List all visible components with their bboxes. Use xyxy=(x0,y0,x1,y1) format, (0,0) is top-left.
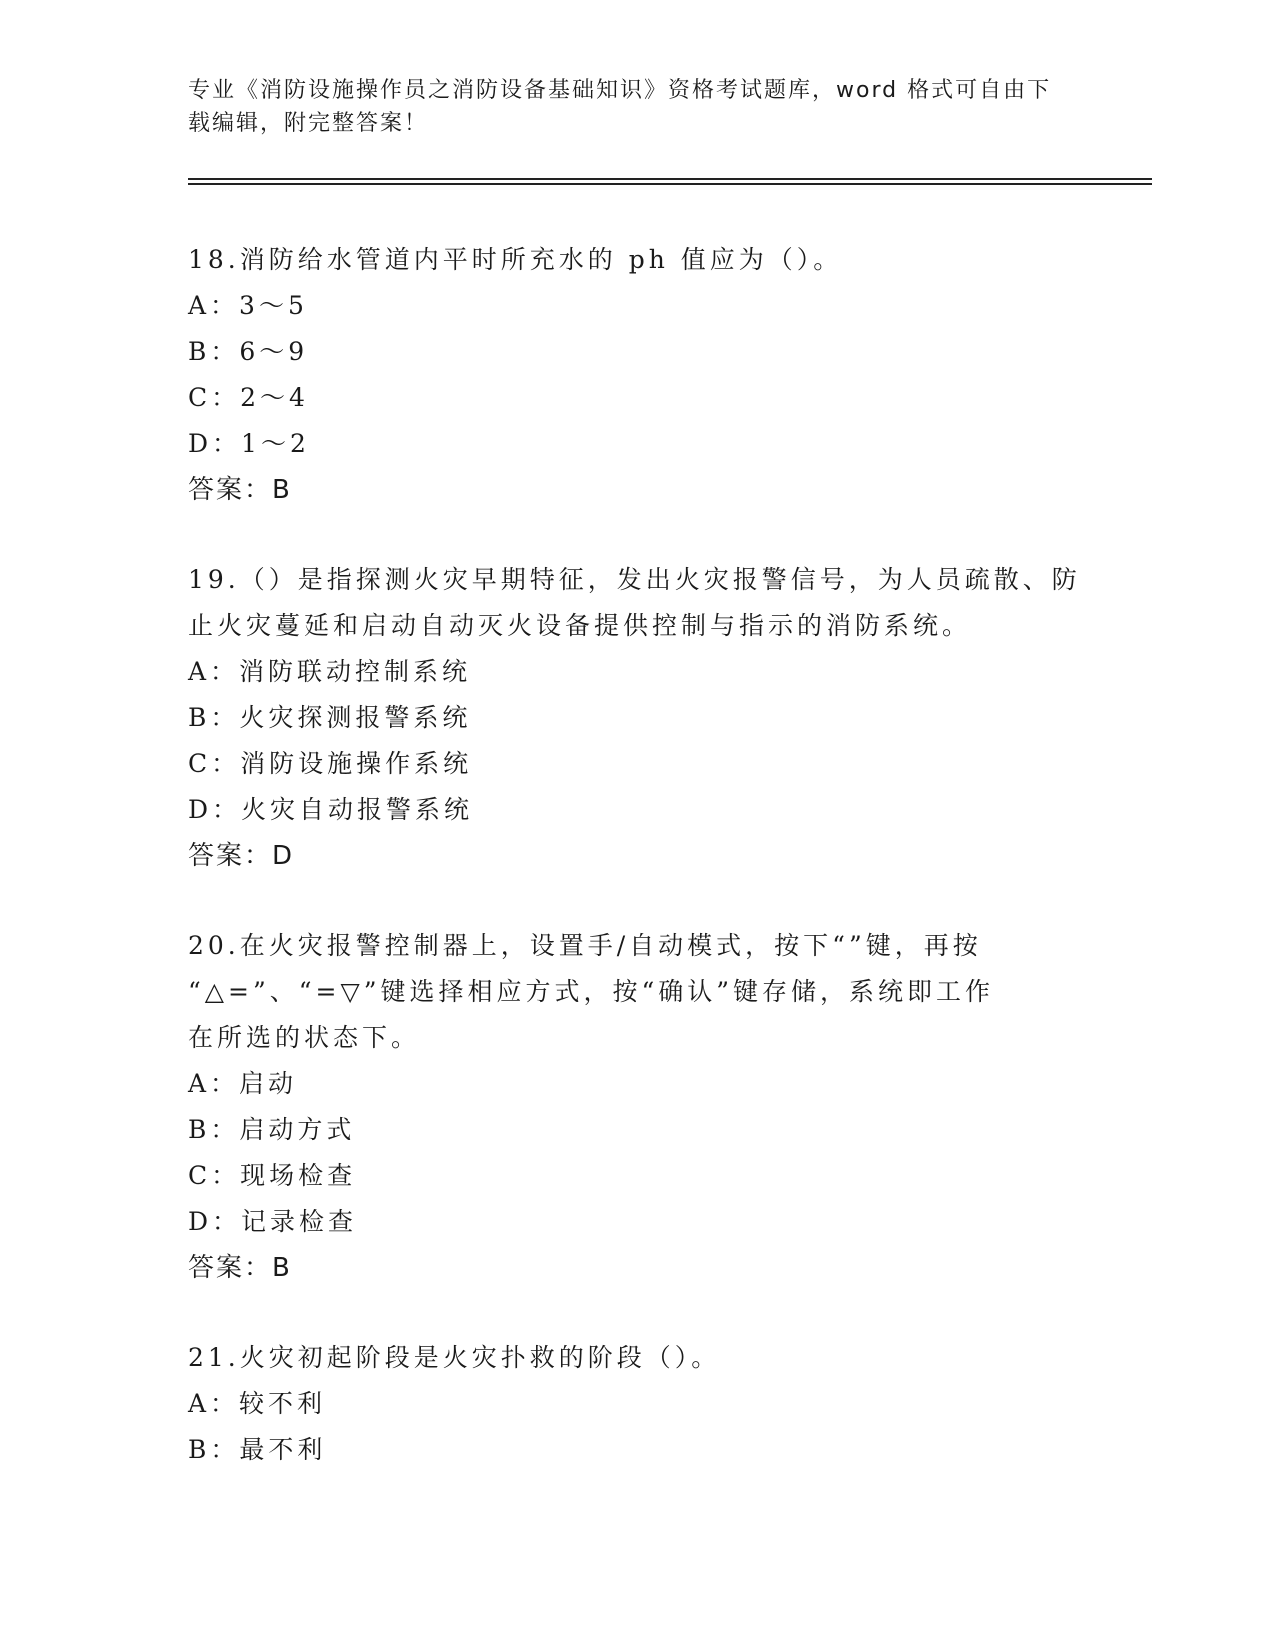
answer: 答案：B xyxy=(188,1253,292,1283)
header-line-1: 专业《消防设施操作员之消防设备基础知识》资格考试题库，word 格式可自由下 xyxy=(188,78,1052,103)
question-stem: 21.火灾初起阶段是火灾扑救的阶段（）。 xyxy=(188,1343,721,1372)
option-d: D：火灾自动报警系统 xyxy=(188,795,474,824)
header-divider-bottom xyxy=(188,183,1152,185)
header-line-2: 载编辑，附完整答案！ xyxy=(188,111,429,136)
option-b: B：6～9 xyxy=(188,337,309,366)
question-stem-line-1: 20.在火灾报警控制器上，设置手/自动模式，按下“”键，再按 xyxy=(188,931,982,960)
option-c: C：2～4 xyxy=(188,383,309,412)
question-stem-line-1: 19.（）是指探测火灾早期特征，发出火灾报警信号，为人员疏散、防 xyxy=(188,565,1081,594)
question-stem-line-2: “△=”、“=▽”键选择相应方式，按“确认”键存储，系统即工作 xyxy=(188,977,995,1006)
option-b: B：最不利 xyxy=(188,1435,327,1464)
option-b: B：火灾探测报警系统 xyxy=(188,703,472,732)
answer: 答案：B xyxy=(188,475,292,505)
option-c: C：消防设施操作系统 xyxy=(188,749,473,778)
document-header xyxy=(188,74,1088,140)
option-a: A：3～5 xyxy=(188,291,308,320)
header-divider-top xyxy=(188,178,1152,180)
option-d: D：1～2 xyxy=(188,429,310,458)
question-stem-line-2: 止火灾蔓延和启动自动灭火设备提供控制与指示的消防系统。 xyxy=(188,611,972,640)
question-21 xyxy=(188,1335,1088,1473)
option-d: D：记录检查 xyxy=(188,1207,358,1236)
question-stem-line-3: 在所选的状态下。 xyxy=(188,1023,421,1052)
question-list xyxy=(188,237,1088,1517)
option-a: A：消防联动控制系统 xyxy=(188,657,472,686)
question-stem: 18.消防给水管道内平时所充水的 ph 值应为（）。 xyxy=(188,245,843,274)
option-a: A：启动 xyxy=(188,1069,298,1098)
option-c: C：现场检查 xyxy=(188,1161,357,1190)
question-20 xyxy=(188,923,1088,1291)
question-19 xyxy=(188,557,1088,879)
option-b: B：启动方式 xyxy=(188,1115,356,1144)
answer: 答案：D xyxy=(188,841,295,871)
option-a: A：较不利 xyxy=(188,1389,327,1418)
question-18 xyxy=(188,237,1088,513)
